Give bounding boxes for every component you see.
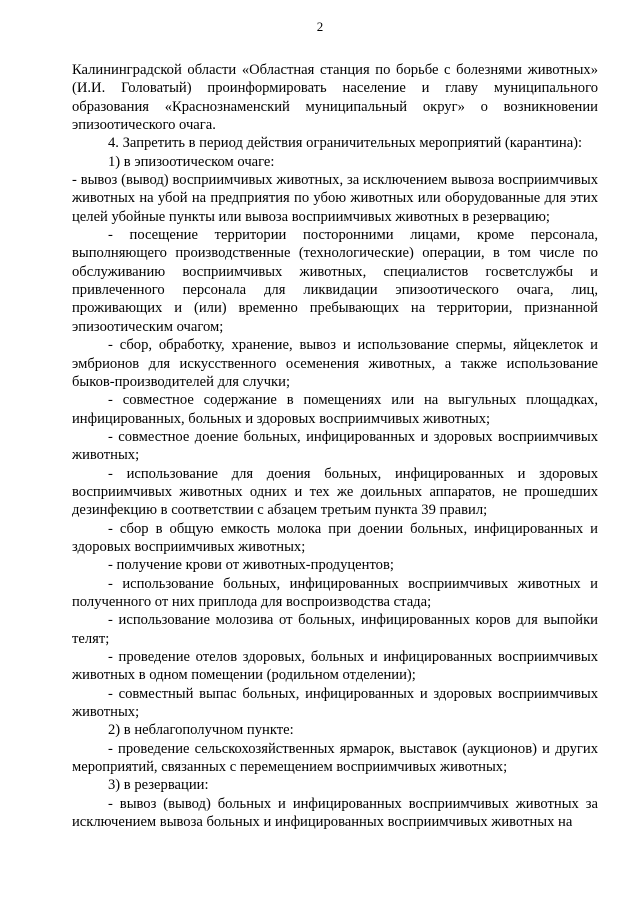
paragraph: Калининградской области «Областная станция по борьбе с болезнями животных» (И.И. Головатый) проинформировать население и главу муниципального образования «Краснознаменский муниципальный округ» о возникновении эпизоотического очага. [72, 62, 598, 134]
paragraph: - использование больных, инфицированных восприимчивых животных и полученного от них приплода для воспроизводства стада; [72, 575, 598, 610]
paragraph: - сбор, обработку, хранение, вывоз и использование спермы, яйцеклеток и эмбрионов для искусственного осеменения животных, а также использование быков-производителей для случки; [72, 337, 598, 390]
paragraph: - сбор в общую емкость молока при доении больных, инфицированных и здоровых восприимчивых животных; [72, 520, 598, 555]
document-body [72, 61, 598, 831]
paragraph: 3) в резервации: [108, 777, 209, 794]
paragraph: - совместное доение больных, инфицированных и здоровых восприимчивых животных; [72, 428, 598, 464]
page-number: 2 [316, 19, 324, 34]
paragraph: - использование для доения больных, инфицированных и здоровых восприимчивых животных одних и тех же доильных аппаратов, не прошедших дезинфекцию в соответствии с абзацем третьим пункта 39 правил; [72, 465, 598, 519]
paragraph: - посещение территории посторонними лицами, кроме персонала, выполняющего производственные (технологические) операции, в том числе по обслуживанию восприимчивых животных, специалистов госветслужбы и привлеченного персонала для ликвидации эпизоотического очага, лиц, проживающих и (или) временно пребывающих на территории, признанной эпизоотическим очагом; [72, 227, 598, 335]
paragraph: - вывоз (вывод) больных и инфицированных восприимчивых животных за исключением вывоза больных и инфицированных восприимчивых животных на [72, 795, 598, 831]
paragraph: - совместный выпас больных, инфицированных и здоровых восприимчивых животных; [72, 685, 598, 721]
paragraph: - использование молозива от больных, инфицированных коров для выпойки телят; [72, 612, 598, 647]
paragraph: 2) в неблагополучном пункте: [108, 722, 294, 739]
paragraph: - получение крови от животных-продуцентов; [108, 557, 394, 574]
paragraph: - совместное содержание в помещениях или на выгульных площадках, инфицированных, больных и здоровых восприимчивых животных; [72, 392, 598, 427]
paragraph: 1) в эпизоотическом очаге: [108, 153, 275, 170]
paragraph: - вывоз (вывод) восприимчивых животных, за исключением вывоза восприимчивых животных на убой на предприятия по убою животных или оборудованные для этих целей убойные пункты или вывоза восприимчивых животных в резервацию; [72, 172, 598, 225]
paragraph: - проведение сельскохозяйственных ярмарок, выставок (аукционов) и других мероприятий, связанных с перемещением восприимчивых животных; [72, 740, 598, 776]
paragraph: 4. Запретить в период действия ограничительных мероприятий (карантина): [108, 135, 583, 152]
paragraph: - проведение отелов здоровых, больных и инфицированных восприимчивых животных в одном помещении (родильном отделении); [72, 649, 598, 684]
